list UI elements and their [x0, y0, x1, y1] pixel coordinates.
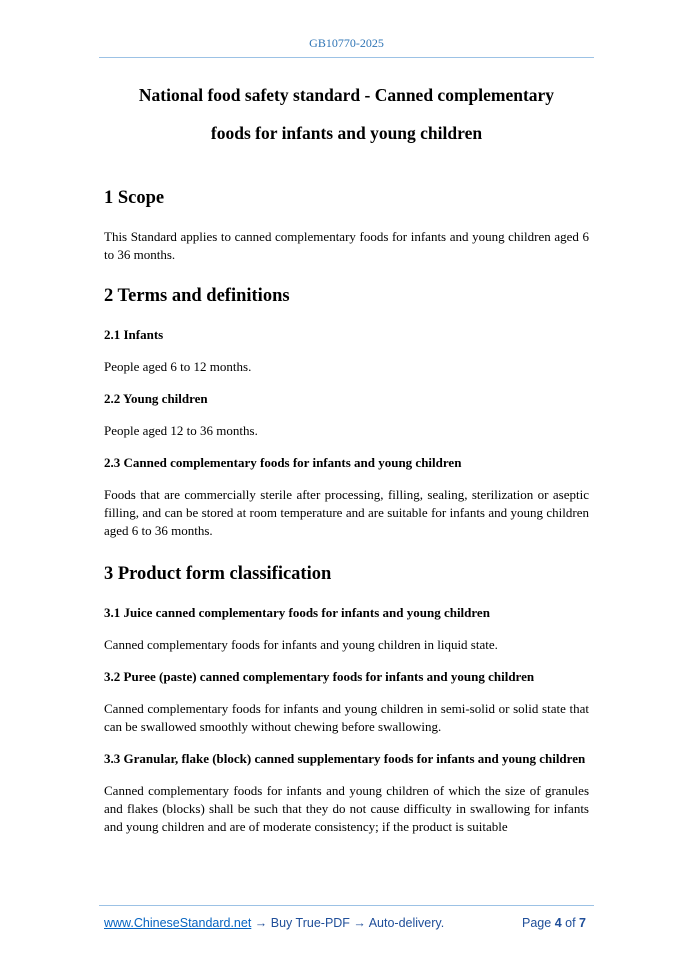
section-2-3-heading: 2.3 Canned complementary foods for infants and young children [104, 455, 462, 470]
title-line-1: National food safety standard - Canned complementary [138, 85, 555, 105]
header-standard-number: GB10770-2025 [309, 36, 384, 50]
header-rule [99, 57, 594, 58]
section-3-2-text: Canned complementary foods for infants and young children in semi-solid or solid state that can be swallowed smoothly without chewing before swallowing. [104, 701, 589, 734]
section-2-1-text: People aged 6 to 12 months. [104, 359, 252, 374]
section-2-3-text: Foods that are commercially sterile after processing, filling, sealing, sterilization or aseptic filling, and can be stored at room temperature and are suitable for infants and young children aged 6 to 36 months. [104, 487, 589, 538]
page-current: 4 [554, 916, 562, 930]
document-body [104, 76, 589, 836]
section-1-text: This Standard applies to canned complementary foods for infants and young children aged 6 to 36 months. [104, 229, 589, 262]
section-1-heading: 1 Scope [104, 188, 165, 208]
page-number [522, 916, 586, 930]
page-of: of [565, 916, 576, 930]
page-label: Page [522, 916, 552, 930]
section-3-3-text: Canned complementary foods for infants and young children of which the size of granules and flakes (blocks) shall be such that they do not cause difficulty in swallowing for infants and young children and are of moderate consistency; if the product is suitable [104, 783, 589, 834]
section-2-2-text: People aged 12 to 36 months. [104, 423, 258, 438]
footer-website-link[interactable]: www.ChineseStandard.net [104, 916, 252, 930]
section-2-2-heading: 2.2 Young children [104, 391, 208, 406]
document-title [104, 76, 589, 152]
footer-rule [99, 905, 594, 906]
footer-tagline: → Buy True-PDF → Auto-delivery. [251, 916, 445, 930]
section-3-1-text: Canned complementary foods for infants and young children in liquid state. [104, 637, 498, 652]
section-3-heading: 3 Product form classification [104, 564, 332, 584]
section-3-1-heading: 3.1 Juice canned complementary foods for infants and young children [104, 605, 490, 620]
page-total: 7 [579, 916, 586, 930]
section-3-2-heading: 3.2 Puree (paste) canned complementary foods for infants and young children [104, 669, 535, 684]
title-line-2: foods for infants and young children [210, 123, 483, 143]
page-footer [104, 916, 586, 934]
section-2-1-heading: 2.1 Infants [104, 327, 164, 342]
footer-left [104, 916, 444, 930]
section-2-heading: 2 Terms and definitions [104, 286, 290, 306]
section-3-3-heading: 3.3 Granular, flake (block) canned supplementary foods for infants and young children [104, 751, 586, 766]
